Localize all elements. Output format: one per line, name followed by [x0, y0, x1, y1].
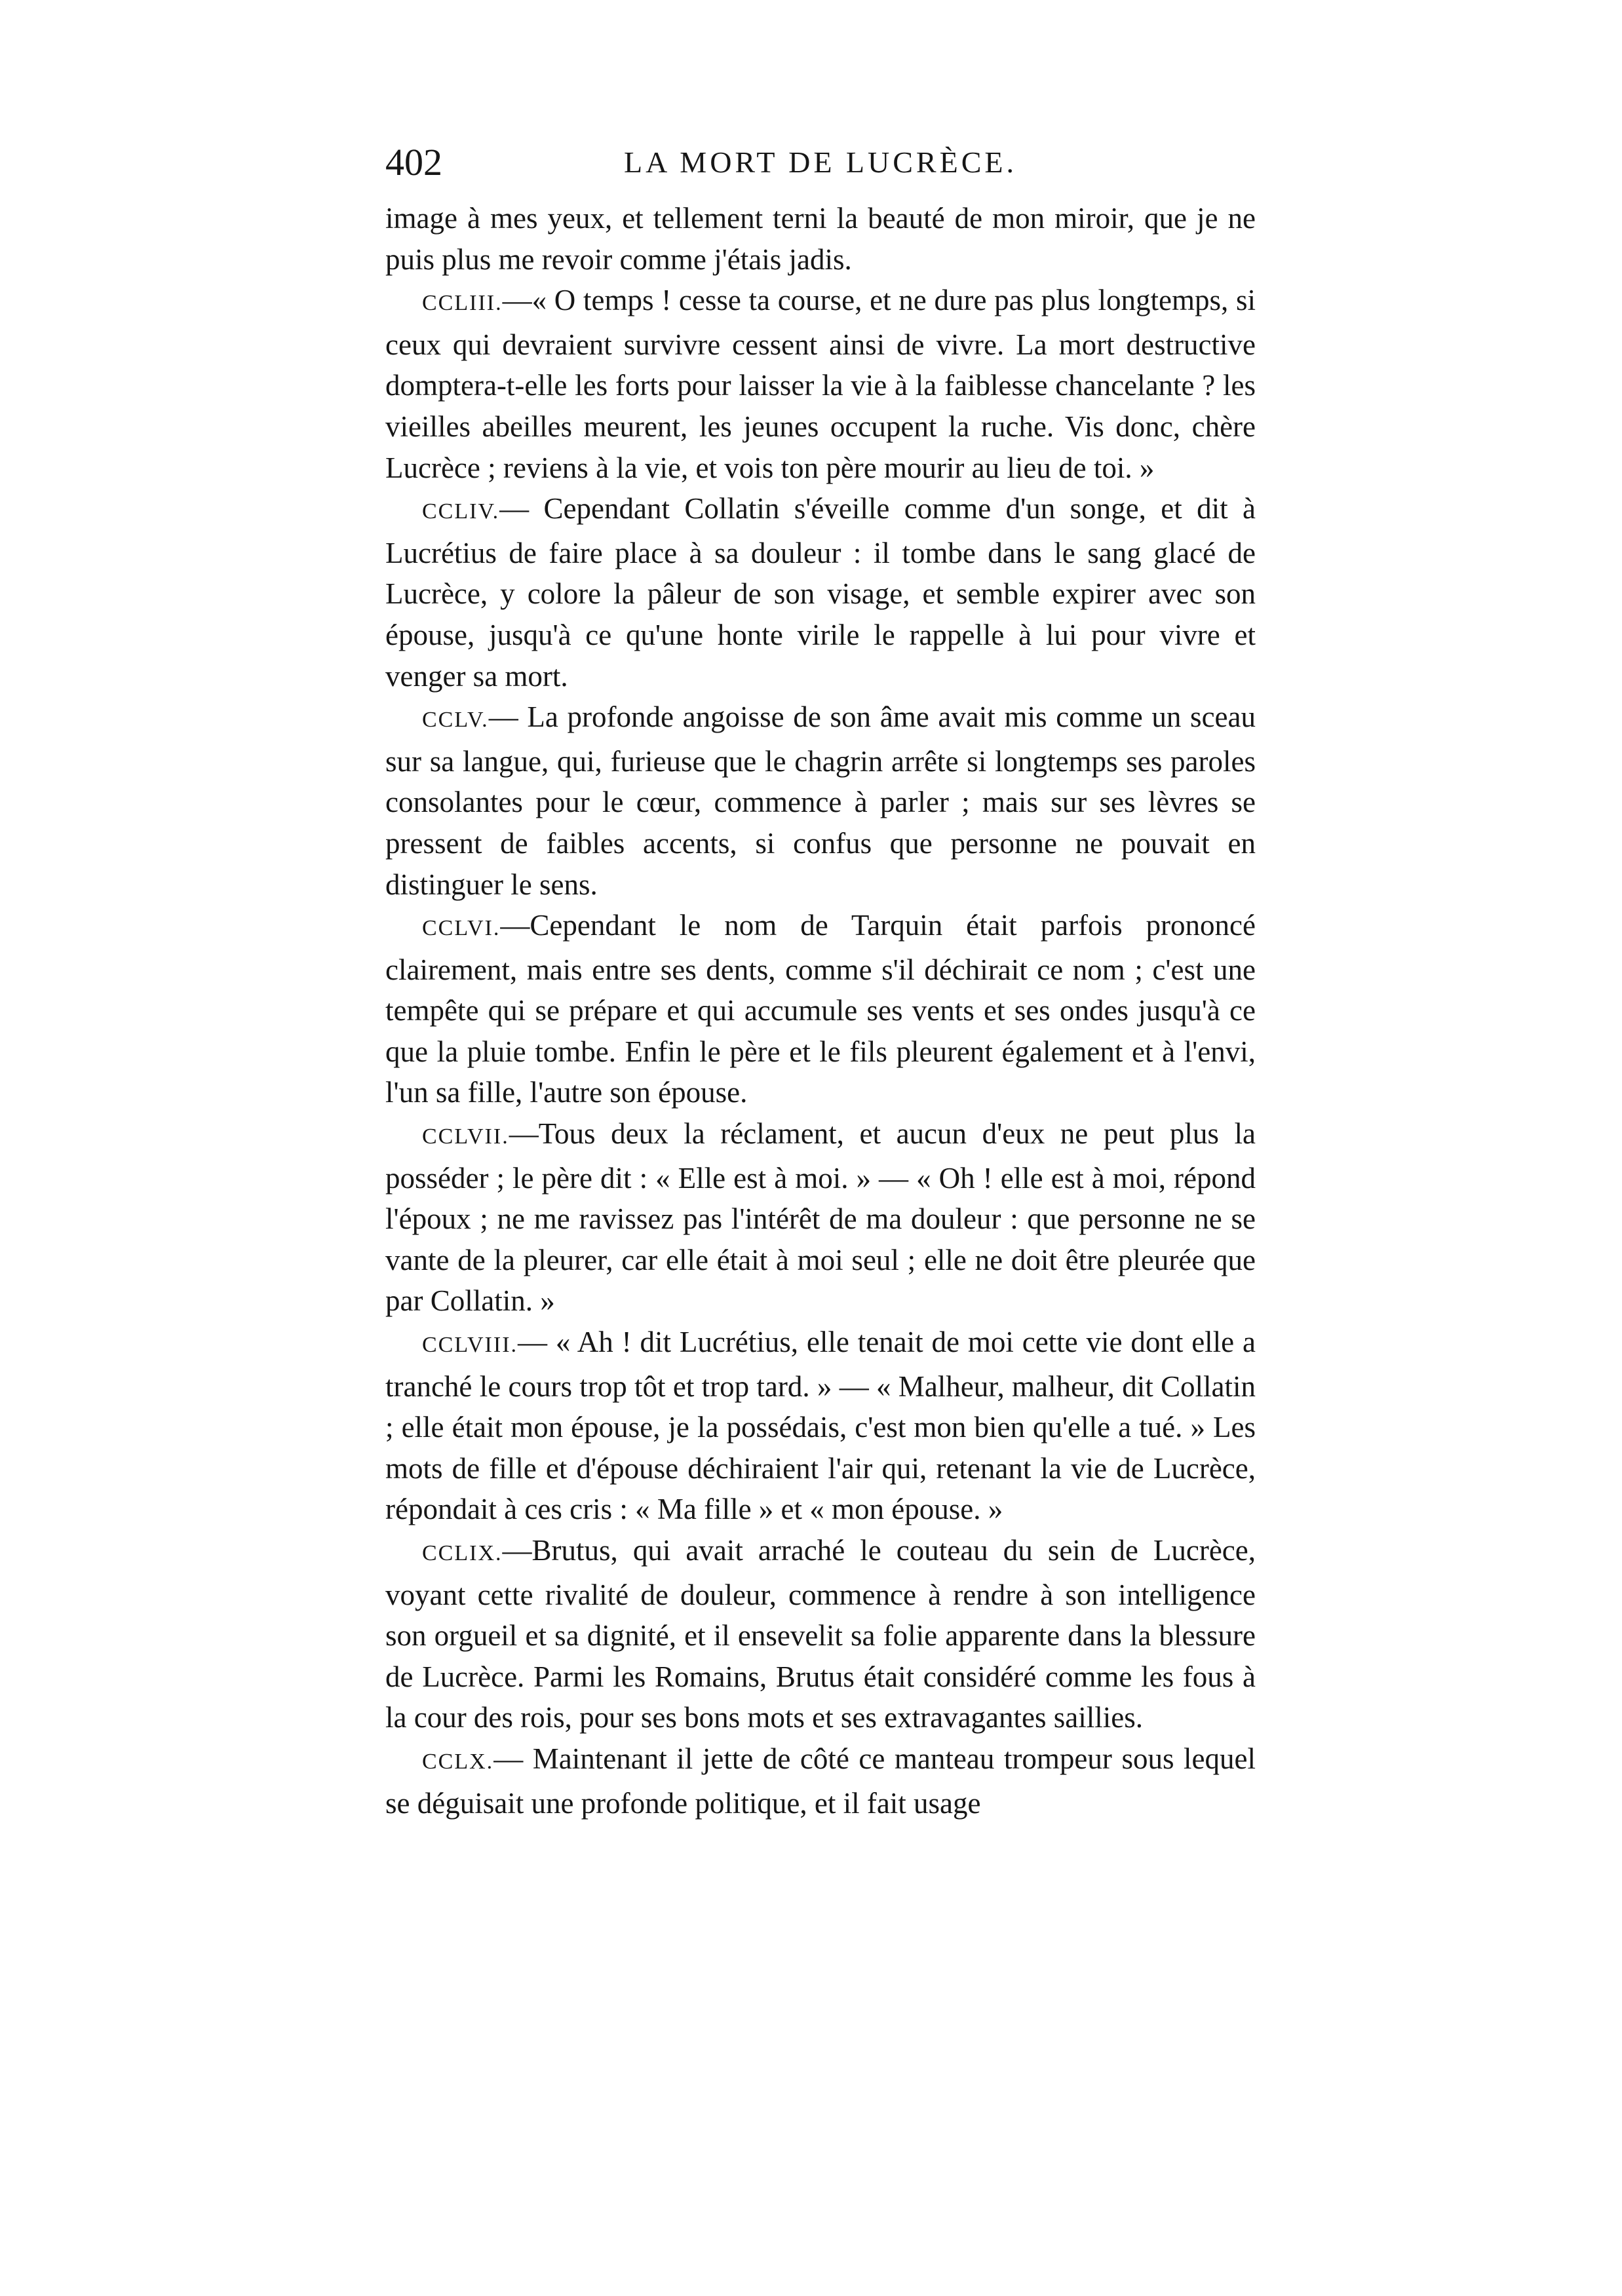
paragraph-text: — Cependant Collatin s'éveille comme d'un songe, et dit à Lucrétius de faire place à sa douleur : il tombe dans le sang glacé de Lucrèce, y colore la pâleur de son visage, et semble expirer avec son épouse, jusqu'à ce qu'une honte virile le rappelle à lui pour vivre et venger sa mort. — [385, 492, 1256, 693]
section-number: CCLIV. — [422, 499, 500, 524]
section-number: CCLX. — [422, 1749, 494, 1774]
section-number: CCLIII. — [422, 291, 503, 316]
paragraph-continuation — [385, 198, 1256, 280]
paragraph-text: —« O temps ! cesse ta course, et ne dure pas plus longtemps, si ceux qui devraient survivre cessent ainsi de vivre. La mort destructive domptera-t-elle les forts pour laisser la vie à la faiblesse chancelante ? les vieilles abeilles meurent, les jeunes occupent la ruche. Vis donc, chère Lucrèce ; reviens à la vie, et vois ton père mourir au lieu de toi. » — [385, 284, 1256, 484]
paragraph-text: image à mes yeux, et tellement terni la beauté de mon miroir, que je ne puis plus me revoir comme j'étais jadis. — [385, 202, 1256, 276]
page-number: 402 — [385, 141, 442, 183]
paragraph-260 — [385, 1738, 1256, 1824]
page-header — [385, 136, 1256, 189]
paragraph-text: —Brutus, qui avait arraché le couteau du sein de Lucrèce, voyant cette rivalité de douleur, commence à rendre à son intelligence son orgueil et sa dignité, et il ensevelit sa folie apparente dans la blessure de Lucrèce. Parmi les Romains, Brutus était considéré comme les fous à la cour des rois, pour ses bons mots et ses extravagantes saillies. — [385, 1534, 1256, 1734]
section-number: CCLIX. — [422, 1541, 503, 1565]
running-title: LA MORT DE LUCRÈCE. — [624, 145, 1017, 179]
paragraph-259 — [385, 1530, 1256, 1738]
section-number: CCLV. — [422, 708, 489, 733]
paragraph-258 — [385, 1322, 1256, 1530]
text-block — [385, 198, 1256, 1824]
paragraph-253 — [385, 280, 1256, 488]
paragraph-256 — [385, 905, 1256, 1113]
section-number: CCLVII. — [422, 1124, 509, 1149]
paragraph-text: — « Ah ! dit Lucrétius, elle tenait de moi cette vie dont elle a tranché le cours trop tôt et trop tard. » — « Malheur, malheur, dit Collatin ; elle était mon épouse, je la possédais, c'est mon bien qu'elle a tué. » Les mots de fille et d'épouse déchiraient l'air qui, retenant la vie de Lucrèce, répondait à ces cris : « Ma fille » et « mon épouse. » — [385, 1326, 1256, 1526]
paragraph-text: —Cependant le nom de Tarquin était parfois prononcé clairement, mais entre ses dents, comme s'il déchirait ce nom ; c'est une tempête qui se prépare et qui accumule ses vents et ses ondes jusqu'à ce que la pluie tombe. Enfin le père et le fils pleurent également et à l'envi, l'un sa fille, l'autre son épouse. — [385, 909, 1256, 1109]
paragraph-255 — [385, 697, 1256, 905]
paragraph-254 — [385, 488, 1256, 697]
section-number: CCLVI. — [422, 916, 501, 941]
paragraph-text: —Tous deux la réclament, et aucun d'eux ne peut plus la posséder ; le père dit : « Elle est à moi. » — « Oh ! elle est à moi, répond l'époux ; ne me ravissez pas l'intérêt de ma douleur : que personne ne se vante de la pleurer, car elle était à moi seul ; elle ne doit être pleurée que par Collatin. » — [385, 1117, 1256, 1318]
paragraph-text: — Maintenant il jette de côté ce manteau trompeur sous lequel se déguisait une profonde politique, et il fait usage — [385, 1742, 1256, 1820]
section-number: CCLVIII. — [422, 1333, 518, 1358]
paragraph-text: — La profonde angoisse de son âme avait mis comme un sceau sur sa langue, qui, furieuse que le chagrin arrête si longtemps ses paroles consolantes pour le cœur, commence à parler ; mais sur ses lèvres se pressent de faibles accents, si confus que personne ne pouvait en distinguer le sens. — [385, 700, 1256, 901]
paragraph-257 — [385, 1113, 1256, 1322]
